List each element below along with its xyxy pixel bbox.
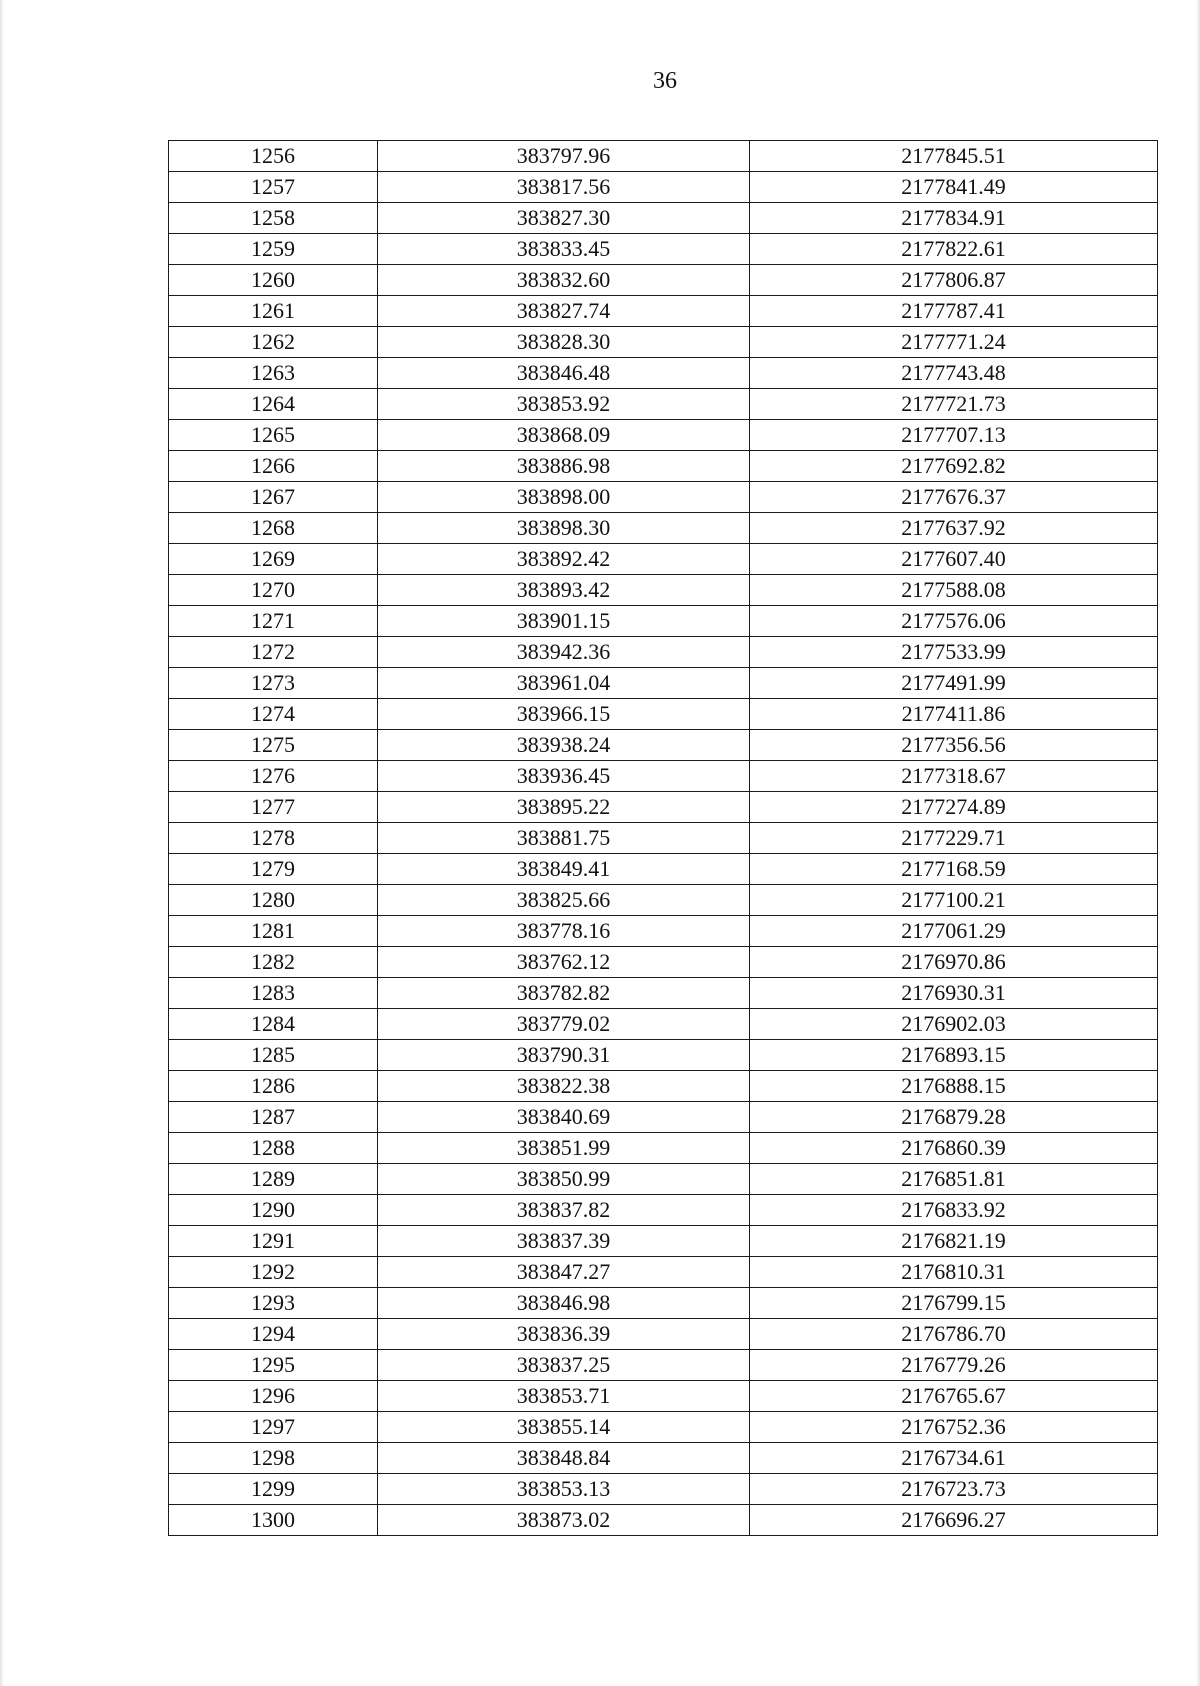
x-coordinate-cell: 383847.27 [378,1257,750,1288]
table-row [169,296,1158,327]
y-coordinate-cell: 2176799.15 [750,1288,1158,1319]
point-number-cell: 1275 [169,730,378,761]
y-coordinate-cell: 2176902.03 [750,1009,1158,1040]
point-number-cell: 1264 [169,389,378,420]
point-number-cell: 1269 [169,544,378,575]
y-coordinate-cell: 2176851.81 [750,1164,1158,1195]
y-coordinate-cell: 2177318.67 [750,761,1158,792]
point-number-cell: 1278 [169,823,378,854]
table-row [169,141,1158,172]
point-number-cell: 1267 [169,482,378,513]
point-number-cell: 1262 [169,327,378,358]
point-number-cell: 1279 [169,854,378,885]
x-coordinate-cell: 383892.42 [378,544,750,575]
point-number-cell: 1259 [169,234,378,265]
table-row [169,730,1158,761]
table-row [169,451,1158,482]
point-number-cell: 1291 [169,1226,378,1257]
y-coordinate-cell: 2177576.06 [750,606,1158,637]
table-row [169,1133,1158,1164]
x-coordinate-cell: 383832.60 [378,265,750,296]
table-row [169,792,1158,823]
table-row [169,513,1158,544]
point-number-cell: 1294 [169,1319,378,1350]
y-coordinate-cell: 2177743.48 [750,358,1158,389]
y-coordinate-cell: 2177588.08 [750,575,1158,606]
point-number-cell: 1263 [169,358,378,389]
table-row [169,1257,1158,1288]
scan-edge-left [0,0,4,1686]
coordinate-table [168,140,1158,1536]
x-coordinate-cell: 383966.15 [378,699,750,730]
x-coordinate-cell: 383797.96 [378,141,750,172]
table-row [169,544,1158,575]
x-coordinate-cell: 383849.41 [378,854,750,885]
point-number-cell: 1284 [169,1009,378,1040]
x-coordinate-cell: 383850.99 [378,1164,750,1195]
x-coordinate-cell: 383961.04 [378,668,750,699]
table-row [169,1195,1158,1226]
x-coordinate-cell: 383827.74 [378,296,750,327]
y-coordinate-cell: 2176930.31 [750,978,1158,1009]
x-coordinate-cell: 383853.13 [378,1474,750,1505]
x-coordinate-cell: 383846.48 [378,358,750,389]
point-number-cell: 1300 [169,1505,378,1536]
point-number-cell: 1290 [169,1195,378,1226]
point-number-cell: 1287 [169,1102,378,1133]
table-row [169,1288,1158,1319]
point-number-cell: 1265 [169,420,378,451]
y-coordinate-cell: 2177100.21 [750,885,1158,916]
x-coordinate-cell: 383846.98 [378,1288,750,1319]
x-coordinate-cell: 383817.56 [378,172,750,203]
point-number-cell: 1266 [169,451,378,482]
point-number-cell: 1299 [169,1474,378,1505]
x-coordinate-cell: 383895.22 [378,792,750,823]
y-coordinate-cell: 2177356.56 [750,730,1158,761]
x-coordinate-cell: 383822.38 [378,1071,750,1102]
point-number-cell: 1281 [169,916,378,947]
y-coordinate-cell: 2177411.86 [750,699,1158,730]
point-number-cell: 1258 [169,203,378,234]
y-coordinate-cell: 2177721.73 [750,389,1158,420]
point-number-cell: 1274 [169,699,378,730]
table-row [169,1102,1158,1133]
table-row [169,1040,1158,1071]
y-coordinate-cell: 2177676.37 [750,482,1158,513]
point-number-cell: 1293 [169,1288,378,1319]
point-number-cell: 1297 [169,1412,378,1443]
point-number-cell: 1260 [169,265,378,296]
table-row [169,327,1158,358]
y-coordinate-cell: 2177841.49 [750,172,1158,203]
y-coordinate-cell: 2176786.70 [750,1319,1158,1350]
point-number-cell: 1270 [169,575,378,606]
x-coordinate-cell: 383893.42 [378,575,750,606]
point-number-cell: 1296 [169,1381,378,1412]
table-row [169,947,1158,978]
x-coordinate-cell: 383853.92 [378,389,750,420]
x-coordinate-cell: 383898.00 [378,482,750,513]
point-number-cell: 1295 [169,1350,378,1381]
page-number: 36 [653,68,677,94]
table-row [169,203,1158,234]
table-row [169,1412,1158,1443]
point-number-cell: 1289 [169,1164,378,1195]
point-number-cell: 1286 [169,1071,378,1102]
point-number-cell: 1298 [169,1443,378,1474]
y-coordinate-cell: 2177822.61 [750,234,1158,265]
point-number-cell: 1256 [169,141,378,172]
x-coordinate-cell: 383901.15 [378,606,750,637]
table-row [169,1071,1158,1102]
page-number-container [0,66,1200,96]
y-coordinate-cell: 2177834.91 [750,203,1158,234]
y-coordinate-cell: 2176888.15 [750,1071,1158,1102]
y-coordinate-cell: 2176752.36 [750,1412,1158,1443]
x-coordinate-cell: 383848.84 [378,1443,750,1474]
y-coordinate-cell: 2176879.28 [750,1102,1158,1133]
y-coordinate-cell: 2177607.40 [750,544,1158,575]
y-coordinate-cell: 2176860.39 [750,1133,1158,1164]
table-row [169,1474,1158,1505]
point-number-cell: 1285 [169,1040,378,1071]
point-number-cell: 1268 [169,513,378,544]
y-coordinate-cell: 2177168.59 [750,854,1158,885]
y-coordinate-cell: 2177637.92 [750,513,1158,544]
y-coordinate-cell: 2177491.99 [750,668,1158,699]
table-row [169,978,1158,1009]
y-coordinate-cell: 2177771.24 [750,327,1158,358]
table-row [169,1505,1158,1536]
table-row [169,420,1158,451]
y-coordinate-cell: 2177845.51 [750,141,1158,172]
point-number-cell: 1283 [169,978,378,1009]
x-coordinate-cell: 383779.02 [378,1009,750,1040]
table-row [169,482,1158,513]
x-coordinate-cell: 383886.98 [378,451,750,482]
y-coordinate-cell: 2176821.19 [750,1226,1158,1257]
point-number-cell: 1282 [169,947,378,978]
table-row [169,172,1158,203]
x-coordinate-cell: 383873.02 [378,1505,750,1536]
table-row [169,1009,1158,1040]
table-row [169,234,1158,265]
x-coordinate-cell: 383837.25 [378,1350,750,1381]
x-coordinate-cell: 383851.99 [378,1133,750,1164]
table-row [169,1381,1158,1412]
x-coordinate-cell: 383837.82 [378,1195,750,1226]
table-row [169,761,1158,792]
table-row [169,606,1158,637]
y-coordinate-cell: 2176970.86 [750,947,1158,978]
y-coordinate-cell: 2177061.29 [750,916,1158,947]
x-coordinate-cell: 383837.39 [378,1226,750,1257]
y-coordinate-cell: 2177787.41 [750,296,1158,327]
x-coordinate-cell: 383840.69 [378,1102,750,1133]
x-coordinate-cell: 383868.09 [378,420,750,451]
x-coordinate-cell: 383825.66 [378,885,750,916]
table-row [169,823,1158,854]
x-coordinate-cell: 383853.71 [378,1381,750,1412]
y-coordinate-cell: 2176734.61 [750,1443,1158,1474]
x-coordinate-cell: 383828.30 [378,327,750,358]
y-coordinate-cell: 2177707.13 [750,420,1158,451]
table-row [169,916,1158,947]
table-row [169,1319,1158,1350]
point-number-cell: 1271 [169,606,378,637]
table-row [169,358,1158,389]
scan-edge-right [1196,0,1200,1686]
coordinate-table-body [169,141,1158,1536]
x-coordinate-cell: 383881.75 [378,823,750,854]
y-coordinate-cell: 2177806.87 [750,265,1158,296]
table-row [169,1226,1158,1257]
x-coordinate-cell: 383790.31 [378,1040,750,1071]
table-row [169,668,1158,699]
x-coordinate-cell: 383855.14 [378,1412,750,1443]
table-row [169,575,1158,606]
x-coordinate-cell: 383762.12 [378,947,750,978]
y-coordinate-cell: 2176893.15 [750,1040,1158,1071]
table-row [169,1443,1158,1474]
x-coordinate-cell: 383936.45 [378,761,750,792]
x-coordinate-cell: 383782.82 [378,978,750,1009]
y-coordinate-cell: 2176723.73 [750,1474,1158,1505]
y-coordinate-cell: 2176810.31 [750,1257,1158,1288]
point-number-cell: 1276 [169,761,378,792]
point-number-cell: 1273 [169,668,378,699]
table-row [169,854,1158,885]
table-row [169,265,1158,296]
x-coordinate-cell: 383836.39 [378,1319,750,1350]
table-row [169,637,1158,668]
x-coordinate-cell: 383778.16 [378,916,750,947]
table-row [169,1350,1158,1381]
y-coordinate-cell: 2176765.67 [750,1381,1158,1412]
table-row [169,885,1158,916]
x-coordinate-cell: 383942.36 [378,637,750,668]
table-row [169,699,1158,730]
point-number-cell: 1272 [169,637,378,668]
table-row [169,389,1158,420]
y-coordinate-cell: 2177692.82 [750,451,1158,482]
point-number-cell: 1288 [169,1133,378,1164]
x-coordinate-cell: 383827.30 [378,203,750,234]
y-coordinate-cell: 2176779.26 [750,1350,1158,1381]
point-number-cell: 1292 [169,1257,378,1288]
point-number-cell: 1257 [169,172,378,203]
y-coordinate-cell: 2177229.71 [750,823,1158,854]
x-coordinate-cell: 383833.45 [378,234,750,265]
point-number-cell: 1261 [169,296,378,327]
x-coordinate-cell: 383898.30 [378,513,750,544]
y-coordinate-cell: 2176696.27 [750,1505,1158,1536]
y-coordinate-cell: 2177533.99 [750,637,1158,668]
y-coordinate-cell: 2177274.89 [750,792,1158,823]
table-row [169,1164,1158,1195]
point-number-cell: 1277 [169,792,378,823]
point-number-cell: 1280 [169,885,378,916]
x-coordinate-cell: 383938.24 [378,730,750,761]
y-coordinate-cell: 2176833.92 [750,1195,1158,1226]
